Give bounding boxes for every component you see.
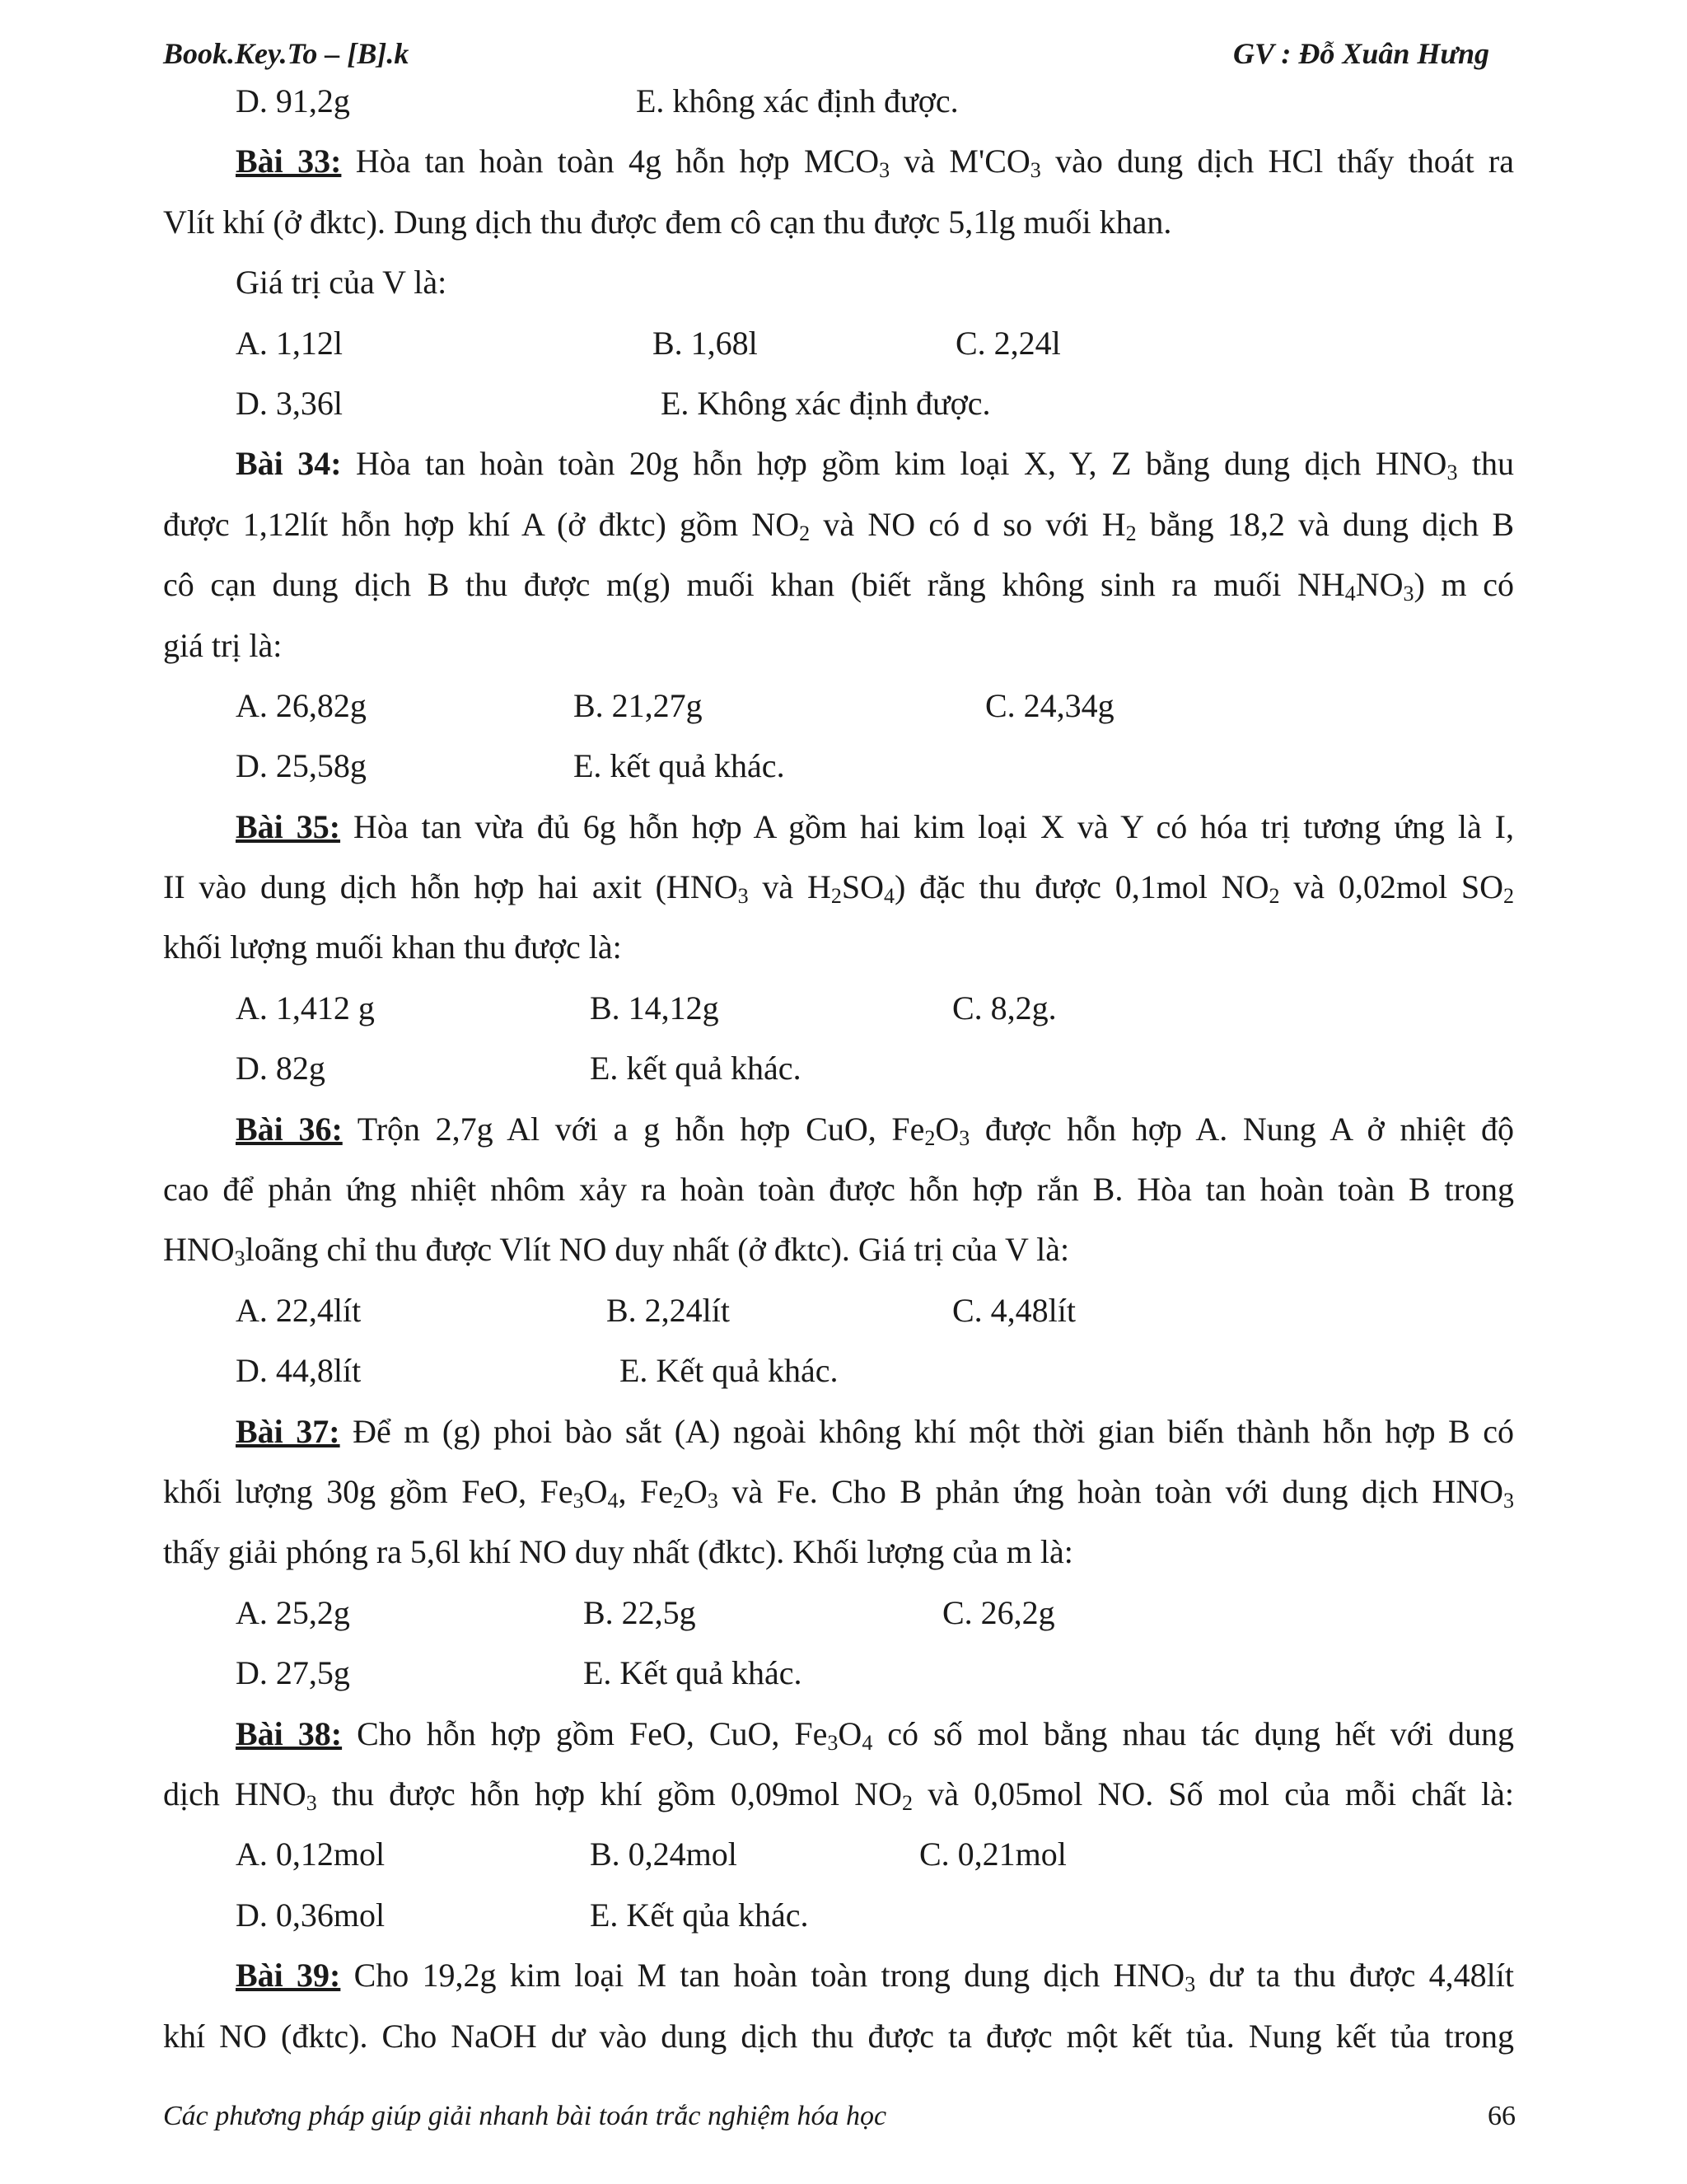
question-34-label: Bài 34: (236, 445, 342, 483)
question-39-line-2: khí NO (đktc). Cho NaOH dư vào dung dịch thu được ta được một kết tủa. Nung kết tủa trong (163, 2017, 1514, 2055)
question-37-line-1: Bài 37: Để m (g) phoi bào sắt (A) ngoài không khí một thời gian biến thành hỗn hợp B có (236, 1412, 1514, 1450)
option-c: C. 26,2g (942, 1593, 1055, 1631)
option-b: B. 2,24lít (606, 1291, 731, 1329)
question-38-label: Bài 38: (236, 1714, 343, 1752)
page-number: 66 (1488, 2101, 1516, 2131)
option-c: C. 0,21mol (919, 1836, 1067, 1873)
question-38-line-2: dịch $HNO_3$ thu được hỗn hợp khí gồm 0,09mol $NO_2$ và 0,05mol NO. Số mol của mỗi chất là: (163, 1775, 1515, 1815)
option-d: D. 3,36l (236, 384, 343, 422)
option-a: A. 1,12l (236, 324, 343, 362)
question-33-line-2: Vlít khí (ở đktc). Dung dịch thu được đem cô cạn thu được 5,1lg muối khan. (163, 203, 1172, 241)
option-c: C. 8,2g. (952, 989, 1057, 1027)
option-b: B. 0,24mol (590, 1836, 737, 1873)
question-36-options-row-1 (163, 1280, 1514, 1340)
question-33-options-row-1 (163, 313, 1514, 373)
question-37-line-2: khối lượng 30g gồm FeO, $Fe_3O_4$, $Fe_2O_3$ và Fe. Cho B phản ứng hoàn toàn với dung dịch $HNO_3$ (163, 1472, 1515, 1513)
options-row (163, 71, 1514, 131)
option-b: B. 14,12g (590, 989, 719, 1027)
question-35-line-2: II vào dung dịch hỗn hợp hai axit ($HNO_3$ và $H_2SO_4$) đặc thu được 0,1mol $NO_2$ và 0,02mol $SO_2$ (163, 868, 1514, 909)
question-39-label: Bài 39: (236, 1957, 341, 1995)
question-36-label: Bài 36: (236, 1110, 343, 1148)
option-a: A. 22,4lít (236, 1291, 362, 1329)
option-d: D. 91,2g (236, 82, 350, 119)
question-34-options-row-1 (163, 676, 1514, 736)
option-d: D. 25,58g (236, 747, 367, 785)
question-36-line-1: Bài 36: Trộn 2,7g Al với a g hỗn hợp CuO, $Fe_2O_3$ được hỗn hợp A. Nung A ở nhiệt độ (236, 1110, 1514, 1150)
question-37-label: Bài 37: (236, 1412, 340, 1450)
question-34-line-1: Bài 34: Hòa tan hoàn toàn 20g hỗn hợp gồm kim loại X, Y, Z bằng dung dịch $HNO_3$ thu (236, 445, 1514, 485)
option-c: C. 24,34g (985, 686, 1115, 724)
question-34-line-2: được 1,12lít hỗn hợp khí A (ở đktc) gồm $NO_2$ và NO có d so với $H_2$ bằng 18,2 và dung dịch B (163, 505, 1515, 545)
question-39-line-1: Bài 39: Cho 19,2g kim loại M tan hoàn toàn trong dung dịch $HNO_3$ dư ta thu được 4,48lít (236, 1957, 1514, 1997)
option-e: E. không xác định được. (636, 82, 959, 119)
question-36-line-2: cao để phản ứng nhiệt nhôm xảy ra hoàn toàn được hỗn hợp rắn B. Hòa tan hoàn toàn B trong (163, 1171, 1514, 1209)
question-34-options-row-2 (163, 736, 1514, 796)
question-36-options-row-2 (163, 1340, 1514, 1401)
header-left: Book.Key.To – [B].k (163, 37, 409, 70)
question-34-line-3: cô cạn dung dịch B thu được m(g) muối khan (biết rằng không sinh ra muối $NH_4NO_3$) m có (163, 566, 1514, 606)
question-33-options-row-2 (163, 373, 1514, 433)
option-e: E. kết quả khác. (573, 747, 785, 785)
option-c: C. 4,48lít (952, 1291, 1077, 1329)
question-33-line-1: Bài 33: Hòa tan hoàn toàn 4g hỗn hợp $MCO_3$ và $M'CO_3$ vào dung dịch HCl thấy thoát ra (236, 143, 1514, 183)
question-35-options-row-1 (163, 978, 1514, 1038)
question-37-options-row-2 (163, 1643, 1514, 1703)
question-35-label: Bài 35: (236, 807, 341, 845)
question-38-options-row-1 (163, 1824, 1514, 1884)
question-35-line-1: Bài 35: Hòa tan vừa đủ 6g hỗn hợp A gồm hai kim loại X và Y có hóa trị tương ứng là I, (236, 807, 1514, 845)
question-33-line-3: Giá trị của V là: (236, 264, 447, 302)
question-36-line-3: $HNO_3loãng$ chỉ thu được Vlít NO duy nhất (ở đktc). Giá trị của V là: (163, 1231, 1070, 1271)
option-c: C. 2,24l (956, 324, 1061, 362)
option-b: B. 1,68l (652, 324, 758, 362)
question-37-options-row-1 (163, 1583, 1514, 1643)
header-right: GV : Đỗ Xuân Hưng (1233, 37, 1489, 70)
footer-title: Các phương pháp giúp giải nhanh bài toán trắc nghiệm hóa học (163, 2101, 887, 2131)
option-e: E. kết quả khác. (590, 1050, 801, 1087)
option-a: A. 0,12mol (236, 1836, 386, 1873)
option-d: D. 82g (236, 1050, 325, 1087)
option-e: E. Không xác định được. (661, 384, 991, 422)
option-e: E. Kết quả khác. (583, 1654, 802, 1692)
question-35-line-3: khối lượng muối khan thu được là: (163, 928, 622, 966)
question-37-line-3: thấy giải phóng ra 5,6l khí NO duy nhất (đktc). Khối lượng của m là: (163, 1533, 1073, 1571)
option-a: A. 25,2g (236, 1593, 350, 1631)
option-e: E. Kết quả khác. (619, 1352, 839, 1390)
question-38-line-1: Bài 38: Cho hỗn hợp gồm FeO, CuO, $Fe_3O_4$ có số mol bằng nhau tác dụng hết với dung (236, 1714, 1514, 1755)
option-a: A. 26,82g (236, 686, 367, 724)
option-b: B. 22,5g (583, 1593, 696, 1631)
option-a: A. 1,412 g (236, 989, 375, 1027)
option-e: E. Kết qủa khác. (590, 1896, 809, 1934)
option-b: B. 21,27g (573, 686, 703, 724)
option-d: D. 27,5g (236, 1654, 350, 1692)
question-34-line-4: giá trị là: (163, 626, 283, 664)
option-d: D. 44,8lít (236, 1352, 362, 1390)
question-33-label: Bài 33: (236, 143, 342, 180)
question-35-options-row-2 (163, 1038, 1514, 1098)
page-content (163, 71, 1514, 2066)
question-38-options-row-2 (163, 1885, 1514, 1945)
option-d: D. 0,36mol (236, 1896, 386, 1934)
